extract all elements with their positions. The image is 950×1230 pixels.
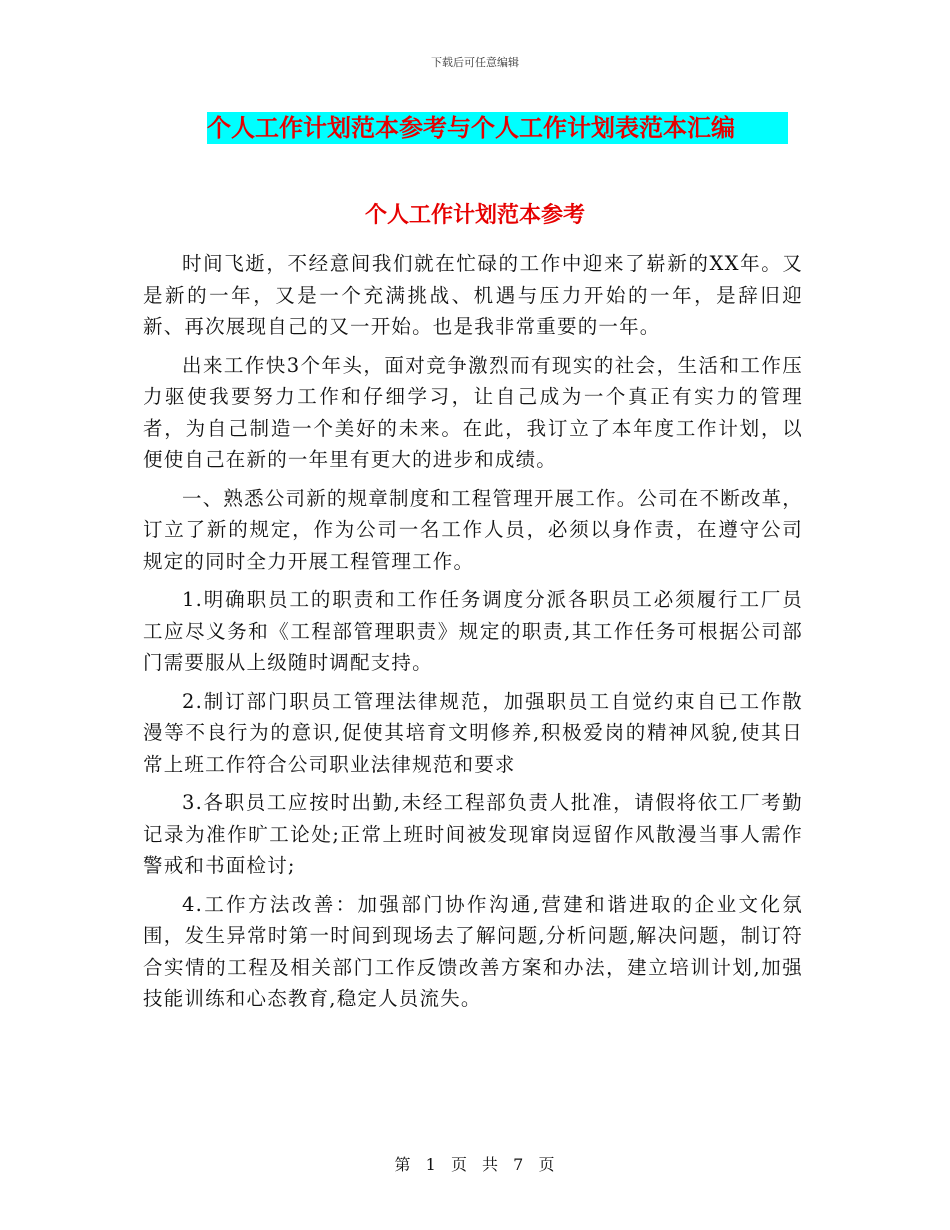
footer-page-label: 页 bbox=[450, 1155, 468, 1174]
footer-total-prefix: 共 bbox=[482, 1155, 500, 1174]
paragraph: 一、熟悉公司新的规章制度和工程管理开展工作。公司在不断改革，订立了新的规定，作为公司一名工作人员，必须以身作责，在遵守公司规定的同时全力开展工程管理工作。 bbox=[143, 486, 804, 573]
section-title: 个人工作计划范本参考 bbox=[364, 203, 585, 228]
paragraph: 出来工作快3个年头，面对竞争激烈而有现实的社会，生活和工作压力驱使我要努力工作和仔细学习，让自己成为一个真正有实力的管理者，为自己制造一个美好的未来。在此，我订立了本年度工作计划，以便使自己在新的一年里有更大的进步和成绩。 bbox=[143, 353, 803, 471]
footer-total-pages: 7 bbox=[513, 1155, 525, 1174]
footer-page-number: 1 bbox=[425, 1155, 437, 1174]
paragraph: 3.各职员工应按时出勤,未经工程部负责人批准，请假将依工厂考勤记录为准作旷工论处;正常上班时间被发现窜岗逗留作风散漫当事人需作警戒和书面检讨; bbox=[143, 791, 803, 877]
page-footer bbox=[0, 1152, 950, 1175]
document-title-highlight bbox=[207, 112, 788, 144]
paragraph: 时间飞逝，不经意间我们就在忙碌的工作中迎来了崭新的XX年。又是新的一年，又是一个充满挑战、机遇与压力开始的一年，是辞旧迎新、再次展现自己的又一开始。也是我非常重要的一年。 bbox=[143, 252, 803, 338]
header-note: 下载后可任意编辑 bbox=[431, 56, 519, 69]
footer-suffix: 页 bbox=[538, 1155, 556, 1174]
paragraph: 2.制订部门职员工管理法律规范，加强职员工自觉约束自已工作散漫等不良行为的意识,促使其培育文明修养,积极爱岗的精神风貌,使其日常上班工作符合公司职业法律规范和要求 bbox=[143, 689, 803, 776]
paragraph: 1.明确职员工的职责和工作任务调度分派各职员工必须履行工厂员工应尽义务和《工程部管理职责》规定的职责,其工作任务可根据公司部门需要服从上级随时调配支持。 bbox=[143, 588, 803, 674]
footer-prefix: 第 bbox=[394, 1155, 412, 1174]
paragraph: 4.工作方法改善：加强部门协作沟通,营建和谐进取的企业文化氛围，发生异常时第一时间到现场去了解问题,分析问题,解决问题，制订符合实情的工程及相关部门工作反馈改善方案和办法，建立培训计划,加强技能训练和心态教育,稳定人员流失。 bbox=[143, 892, 803, 1010]
body-text bbox=[143, 248, 803, 1022]
document-title: 个人工作计划范本参考与个人工作计划表范本汇编 bbox=[207, 114, 735, 142]
